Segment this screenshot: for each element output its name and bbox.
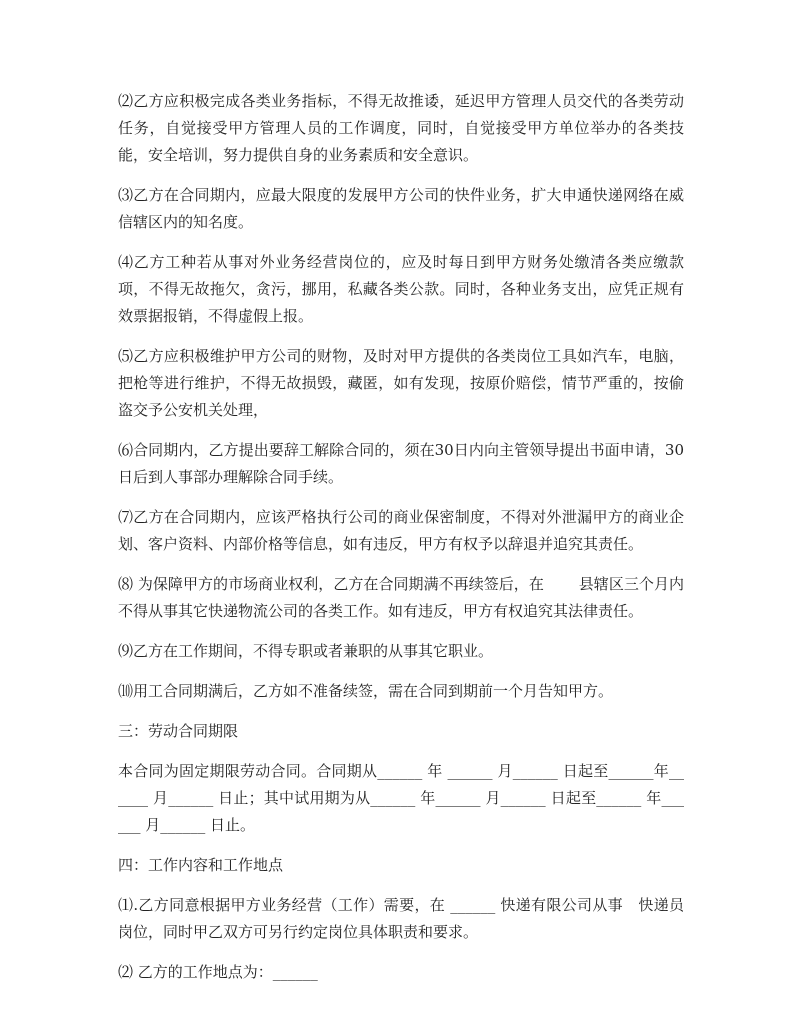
document-page bbox=[118, 88, 689, 999]
work-content-item-2: ⑵ 乙方的工作地点为：______ bbox=[118, 963, 318, 981]
clause-7: ⑺乙方在合同期内，应该严格执行公司的商业保密制度，不得对外泄漏甲方的商业企划、客户资料、内部价格等信息，如有违反，甲方有权予以辞退并追究其责任。 bbox=[118, 508, 684, 553]
clause-9: ⑼乙方在工作期间，不得专职或者兼职的从事其它职业。 bbox=[118, 642, 494, 660]
clause-8: ⑻ 为保障甲方的市场商业权利，乙方在合同期满不再续签后，在 县辖区三个月内不得从事其它快递物流公司的各类工作。如有违反，甲方有权追究其法律责任。 bbox=[118, 575, 684, 620]
clause-2: ⑵乙方应积极完成各类业务指标，不得无故推诿，延迟甲方管理人员交代的各类劳动任务，自觉接受甲方管理人员的工作调度，同时，自觉接受甲方单位举办的各类技能，安全培训，努力提供自身的业务素质和安全意识。 bbox=[118, 92, 684, 164]
clause-3: ⑶乙方在合同期内，应最大限度的发展甲方公司的快件业务，扩大申通快递网络在威信辖区内的知名度。 bbox=[118, 186, 684, 231]
clause-10: ⑽用工合同期满后，乙方如不准备续签，需在合同到期前一个月告知甲方。 bbox=[118, 682, 614, 700]
clause-5: ⑸乙方应积极维护甲方公司的财物，及时对甲方提供的各类岗位工具如汽车，电脑，把枪等进行维护，不得无故损毁，藏匿，如有发现，按原价赔偿，情节严重的，按偷盗交予公安机关处理， bbox=[118, 347, 684, 419]
work-content-item-1: ⑴.乙方同意根据甲方业务经营（工作）需要，在 ______ 快递有限公司从事 快递员 岗位，同时甲乙双方可另行约定岗位具体职责和要求。 bbox=[118, 896, 689, 941]
contract-term-body: 本合同为固定期限劳动合同。合同期从______ 年 ______ 月______ 日起至______年______ 月______ 日止；其中试用期为从______ 年______ 月______ 日起至______ 年______ 月______ 日止。 bbox=[118, 762, 684, 834]
clause-4: ⑷乙方工种若从事对外业务经营岗位的，应及时每日到甲方财务处缴清各类应缴款项，不得无故拖欠，贪污，挪用，私藏各类公款。同时，各种业务支出，应凭正规有效票据报销，不得虚假上报。 bbox=[118, 253, 684, 325]
section-heading-work-content: 四：工作内容和工作地点 bbox=[118, 856, 284, 874]
clause-6: ⑹合同期内，乙方提出要辞工解除合同的，须在30日内向主管领导提出书面申请，30日后到人事部办理解除合同手续。 bbox=[118, 441, 684, 486]
section-heading-contract-term: 三：劳动合同期限 bbox=[118, 722, 239, 740]
